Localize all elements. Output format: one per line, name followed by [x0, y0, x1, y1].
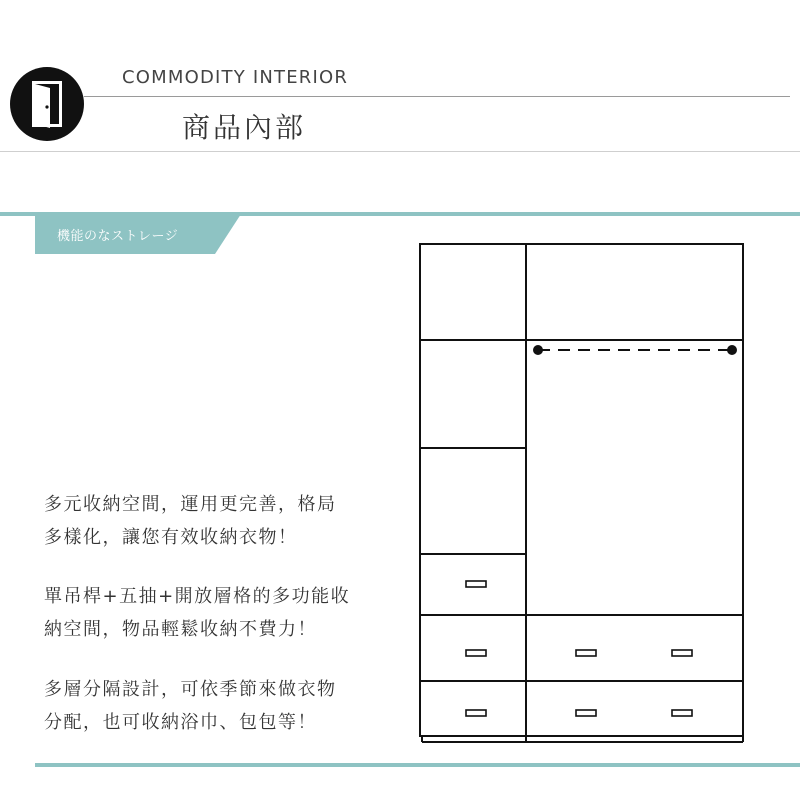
hanging-rod — [534, 346, 736, 354]
description-line: 多樣化，讓您有效收納衣物！ — [44, 527, 298, 548]
description-paragraph — [44, 488, 384, 554]
header-title-zh: 商品內部 — [182, 111, 307, 144]
drawer-handles — [466, 581, 692, 716]
description-line: 單吊桿+五抽+開放層格的多功能收 — [44, 586, 351, 607]
description-paragraph — [44, 580, 384, 646]
description-line: 分配，也可收納浴巾、包包等！ — [44, 712, 317, 733]
wardrobe-diagram — [414, 238, 750, 752]
section-tag-label: 機能のなストレージ — [57, 229, 179, 244]
wardrobe-frame — [420, 244, 743, 736]
description-line: 納空間，物品輕鬆收納不費力！ — [44, 619, 317, 640]
footer-band — [35, 763, 800, 767]
description-line: 多元收納空間，運用更完善，格局 — [44, 494, 337, 515]
header-title-en: COMMODITY INTERIOR — [122, 67, 349, 88]
door-logo-icon — [10, 67, 84, 141]
header-bottom-divider — [0, 151, 800, 152]
section-tag — [35, 214, 241, 254]
description-paragraph — [44, 673, 384, 739]
description-line: 多層分隔設計，可依季節來做衣物 — [44, 679, 337, 700]
header-divider — [84, 96, 790, 97]
